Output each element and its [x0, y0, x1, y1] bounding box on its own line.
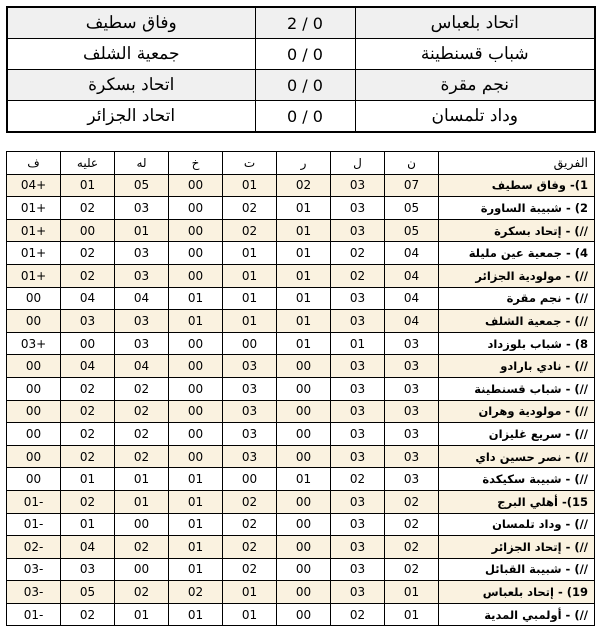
points: 02 — [385, 513, 439, 536]
points: 05 — [385, 219, 439, 242]
header-goals-for: له — [115, 152, 169, 175]
league-standings-body — [7, 152, 595, 626]
losses: 02 — [169, 581, 223, 604]
goals-for: 02 — [115, 536, 169, 559]
played: 03 — [331, 287, 385, 310]
goal-difference: 00 — [7, 423, 61, 446]
points: 04 — [385, 287, 439, 310]
draws: 00 — [223, 468, 277, 491]
goals-for: 00 — [115, 558, 169, 581]
match-score: 0 / 0 — [255, 70, 355, 101]
losses: 01 — [169, 603, 223, 626]
goals-against: 02 — [61, 400, 115, 423]
draws: 02 — [223, 219, 277, 242]
team-name: //) - شبيبة سكيكدة — [439, 468, 595, 491]
draws: 01 — [223, 287, 277, 310]
wins: 00 — [277, 423, 331, 446]
played: 03 — [331, 174, 385, 197]
wins: 00 — [277, 581, 331, 604]
draws: 02 — [223, 536, 277, 559]
standings-row — [7, 377, 595, 400]
losses: 01 — [169, 536, 223, 559]
team-name: //) - شبيبة القبائل — [439, 558, 595, 581]
points: 03 — [385, 468, 439, 491]
draws: 01 — [223, 264, 277, 287]
draws: 02 — [223, 490, 277, 513]
goal-difference: 03+ — [7, 332, 61, 355]
standings-row — [7, 219, 595, 242]
goals-for: 03 — [115, 332, 169, 355]
goals-against: 04 — [61, 355, 115, 378]
points: 04 — [385, 310, 439, 333]
goals-for: 02 — [115, 581, 169, 604]
goal-difference: 00 — [7, 468, 61, 491]
goal-difference: 01- — [7, 513, 61, 536]
points: 01 — [385, 581, 439, 604]
goals-for: 03 — [115, 310, 169, 333]
played: 03 — [331, 513, 385, 536]
standings-row — [7, 513, 595, 536]
match-row — [7, 39, 595, 70]
draws: 03 — [223, 355, 277, 378]
home-team: نجم مقرة — [355, 70, 595, 101]
goals-for: 02 — [115, 445, 169, 468]
standings-row — [7, 536, 595, 559]
points: 02 — [385, 490, 439, 513]
points: 07 — [385, 174, 439, 197]
goals-against: 01 — [61, 174, 115, 197]
draws: 01 — [223, 174, 277, 197]
home-team: شباب قسنطينة — [355, 39, 595, 70]
match-score: 0 / 0 — [255, 101, 355, 133]
away-team: وفاق سطيف — [7, 7, 255, 39]
played: 02 — [331, 468, 385, 491]
header-played: ل — [331, 152, 385, 175]
team-name: 2) - شبيبة الساورة — [439, 197, 595, 220]
goals-for: 01 — [115, 219, 169, 242]
team-name: 15)- أهلي البرج — [439, 490, 595, 513]
goal-difference: 00 — [7, 445, 61, 468]
losses: 01 — [169, 287, 223, 310]
goal-difference: 01+ — [7, 197, 61, 220]
wins: 00 — [277, 400, 331, 423]
points: 03 — [385, 400, 439, 423]
played: 02 — [331, 242, 385, 265]
team-name: //) - وداد تلمسان — [439, 513, 595, 536]
points: 03 — [385, 423, 439, 446]
team-name: //) - إتحاد بسكرة — [439, 219, 595, 242]
header-points: ن — [385, 152, 439, 175]
match-row — [7, 101, 595, 133]
goals-for: 03 — [115, 264, 169, 287]
standings-row — [7, 310, 595, 333]
goal-difference: 01- — [7, 603, 61, 626]
played: 03 — [331, 310, 385, 333]
goals-against: 02 — [61, 264, 115, 287]
wins: 00 — [277, 603, 331, 626]
draws: 02 — [223, 558, 277, 581]
losses: 01 — [169, 513, 223, 536]
team-name: //) - مولودية الجزائر — [439, 264, 595, 287]
goals-against: 00 — [61, 332, 115, 355]
losses: 01 — [169, 468, 223, 491]
team-name: //) - إتحاد الجزائر — [439, 536, 595, 559]
goals-against: 02 — [61, 445, 115, 468]
team-name: //) - نجم مقرة — [439, 287, 595, 310]
goal-difference: 03- — [7, 581, 61, 604]
standings-row — [7, 445, 595, 468]
played: 02 — [331, 264, 385, 287]
goals-for: 00 — [115, 513, 169, 536]
points: 03 — [385, 355, 439, 378]
match-results-table — [6, 6, 596, 133]
goal-difference: 00 — [7, 287, 61, 310]
goals-for: 02 — [115, 377, 169, 400]
wins: 01 — [277, 310, 331, 333]
losses: 00 — [169, 423, 223, 446]
goal-difference: 01+ — [7, 219, 61, 242]
goals-for: 03 — [115, 242, 169, 265]
goals-against: 03 — [61, 558, 115, 581]
losses: 00 — [169, 264, 223, 287]
goals-for: 05 — [115, 174, 169, 197]
wins: 01 — [277, 242, 331, 265]
home-team: وداد تلمسان — [355, 101, 595, 133]
goal-difference: 01- — [7, 490, 61, 513]
away-team: جمعية الشلف — [7, 39, 255, 70]
team-name: //) - نصر حسين داي — [439, 445, 595, 468]
draws: 01 — [223, 242, 277, 265]
wins: 00 — [277, 355, 331, 378]
goal-difference: 00 — [7, 377, 61, 400]
wins: 01 — [277, 287, 331, 310]
goals-for: 03 — [115, 197, 169, 220]
draws: 02 — [223, 197, 277, 220]
wins: 00 — [277, 558, 331, 581]
match-score: 2 / 0 — [255, 7, 355, 39]
standings-row — [7, 400, 595, 423]
standings-row — [7, 490, 595, 513]
match-results-body — [7, 7, 595, 132]
points: 04 — [385, 264, 439, 287]
points: 03 — [385, 377, 439, 400]
wins: 02 — [277, 174, 331, 197]
wins: 01 — [277, 197, 331, 220]
goal-difference: 00 — [7, 355, 61, 378]
goals-for: 04 — [115, 355, 169, 378]
goals-for: 02 — [115, 423, 169, 446]
standings-header-row — [7, 152, 595, 175]
away-team: اتحاد بسكرة — [7, 70, 255, 101]
points: 03 — [385, 445, 439, 468]
header-wins: ر — [277, 152, 331, 175]
wins: 00 — [277, 490, 331, 513]
standings-row — [7, 174, 595, 197]
goals-against: 02 — [61, 423, 115, 446]
draws: 03 — [223, 377, 277, 400]
draws: 03 — [223, 445, 277, 468]
header-team: الفريق — [439, 152, 595, 175]
goals-against: 04 — [61, 536, 115, 559]
standings-row — [7, 242, 595, 265]
losses: 00 — [169, 332, 223, 355]
standings-row — [7, 287, 595, 310]
goals-for: 01 — [115, 468, 169, 491]
standings-row — [7, 468, 595, 491]
wins: 01 — [277, 468, 331, 491]
team-name: 19) - إتحاد بلعباس — [439, 581, 595, 604]
losses: 00 — [169, 377, 223, 400]
wins: 00 — [277, 445, 331, 468]
losses: 00 — [169, 445, 223, 468]
away-team: اتحاد الجزائر — [7, 101, 255, 133]
match-row — [7, 7, 595, 39]
played: 03 — [331, 197, 385, 220]
goal-difference: 03- — [7, 558, 61, 581]
goals-against: 02 — [61, 242, 115, 265]
header-draws: ت — [223, 152, 277, 175]
goals-against: 02 — [61, 197, 115, 220]
goals-against: 02 — [61, 603, 115, 626]
goal-difference: 01+ — [7, 264, 61, 287]
points: 04 — [385, 242, 439, 265]
draws: 03 — [223, 423, 277, 446]
played: 03 — [331, 219, 385, 242]
goals-against: 01 — [61, 468, 115, 491]
goals-for: 01 — [115, 490, 169, 513]
team-name: //) - شباب قسنطينة — [439, 377, 595, 400]
standings-row — [7, 332, 595, 355]
wins: 00 — [277, 377, 331, 400]
standings-row — [7, 581, 595, 604]
wins: 01 — [277, 219, 331, 242]
losses: 01 — [169, 310, 223, 333]
played: 03 — [331, 581, 385, 604]
losses: 00 — [169, 174, 223, 197]
played: 01 — [331, 332, 385, 355]
team-name: 4) - جمعية عين مليلة — [439, 242, 595, 265]
played: 03 — [331, 423, 385, 446]
goals-for: 04 — [115, 287, 169, 310]
wins: 01 — [277, 332, 331, 355]
played: 02 — [331, 603, 385, 626]
team-name: //) - مولودية وهران — [439, 400, 595, 423]
goal-difference: 00 — [7, 400, 61, 423]
wins: 00 — [277, 513, 331, 536]
draws: 03 — [223, 400, 277, 423]
losses: 00 — [169, 219, 223, 242]
goal-difference: 00 — [7, 310, 61, 333]
header-goals-against: عليه — [61, 152, 115, 175]
home-team: اتحاد بلعباس — [355, 7, 595, 39]
team-name: //) - سريع غليزان — [439, 423, 595, 446]
team-name: //) - نادي بارادو — [439, 355, 595, 378]
goals-against: 00 — [61, 219, 115, 242]
standings-row — [7, 423, 595, 446]
team-name: //) - أولمبي المدية — [439, 603, 595, 626]
played: 03 — [331, 445, 385, 468]
league-standings-table — [6, 151, 595, 626]
match-score: 0 / 0 — [255, 39, 355, 70]
played: 03 — [331, 355, 385, 378]
team-name: 1)- وفاق سطيف — [439, 174, 595, 197]
played: 03 — [331, 377, 385, 400]
header-losses: خ — [169, 152, 223, 175]
wins: 00 — [277, 536, 331, 559]
losses: 00 — [169, 242, 223, 265]
goals-for: 01 — [115, 603, 169, 626]
draws: 02 — [223, 513, 277, 536]
goals-against: 02 — [61, 490, 115, 513]
goals-against: 02 — [61, 377, 115, 400]
team-name: 8) - شباب بلوزداد — [439, 332, 595, 355]
played: 03 — [331, 490, 385, 513]
standings-row — [7, 558, 595, 581]
played: 03 — [331, 558, 385, 581]
goals-against: 05 — [61, 581, 115, 604]
standings-row — [7, 264, 595, 287]
goal-difference: 02- — [7, 536, 61, 559]
team-name: //) - جمعية الشلف — [439, 310, 595, 333]
losses: 01 — [169, 490, 223, 513]
standings-row — [7, 197, 595, 220]
goals-against: 01 — [61, 513, 115, 536]
losses: 01 — [169, 558, 223, 581]
points: 05 — [385, 197, 439, 220]
points: 03 — [385, 332, 439, 355]
goal-difference: 04+ — [7, 174, 61, 197]
draws: 01 — [223, 581, 277, 604]
draws: 01 — [223, 310, 277, 333]
goals-against: 04 — [61, 287, 115, 310]
header-goal-difference: ف — [7, 152, 61, 175]
match-row — [7, 70, 595, 101]
goals-for: 02 — [115, 400, 169, 423]
goals-against: 03 — [61, 310, 115, 333]
losses: 00 — [169, 400, 223, 423]
standings-row — [7, 603, 595, 626]
losses: 00 — [169, 197, 223, 220]
losses: 00 — [169, 355, 223, 378]
wins: 01 — [277, 264, 331, 287]
played: 03 — [331, 536, 385, 559]
draws: 01 — [223, 603, 277, 626]
played: 03 — [331, 400, 385, 423]
points: 02 — [385, 536, 439, 559]
goal-difference: 01+ — [7, 242, 61, 265]
points: 01 — [385, 603, 439, 626]
draws: 00 — [223, 332, 277, 355]
points: 02 — [385, 558, 439, 581]
standings-row — [7, 355, 595, 378]
